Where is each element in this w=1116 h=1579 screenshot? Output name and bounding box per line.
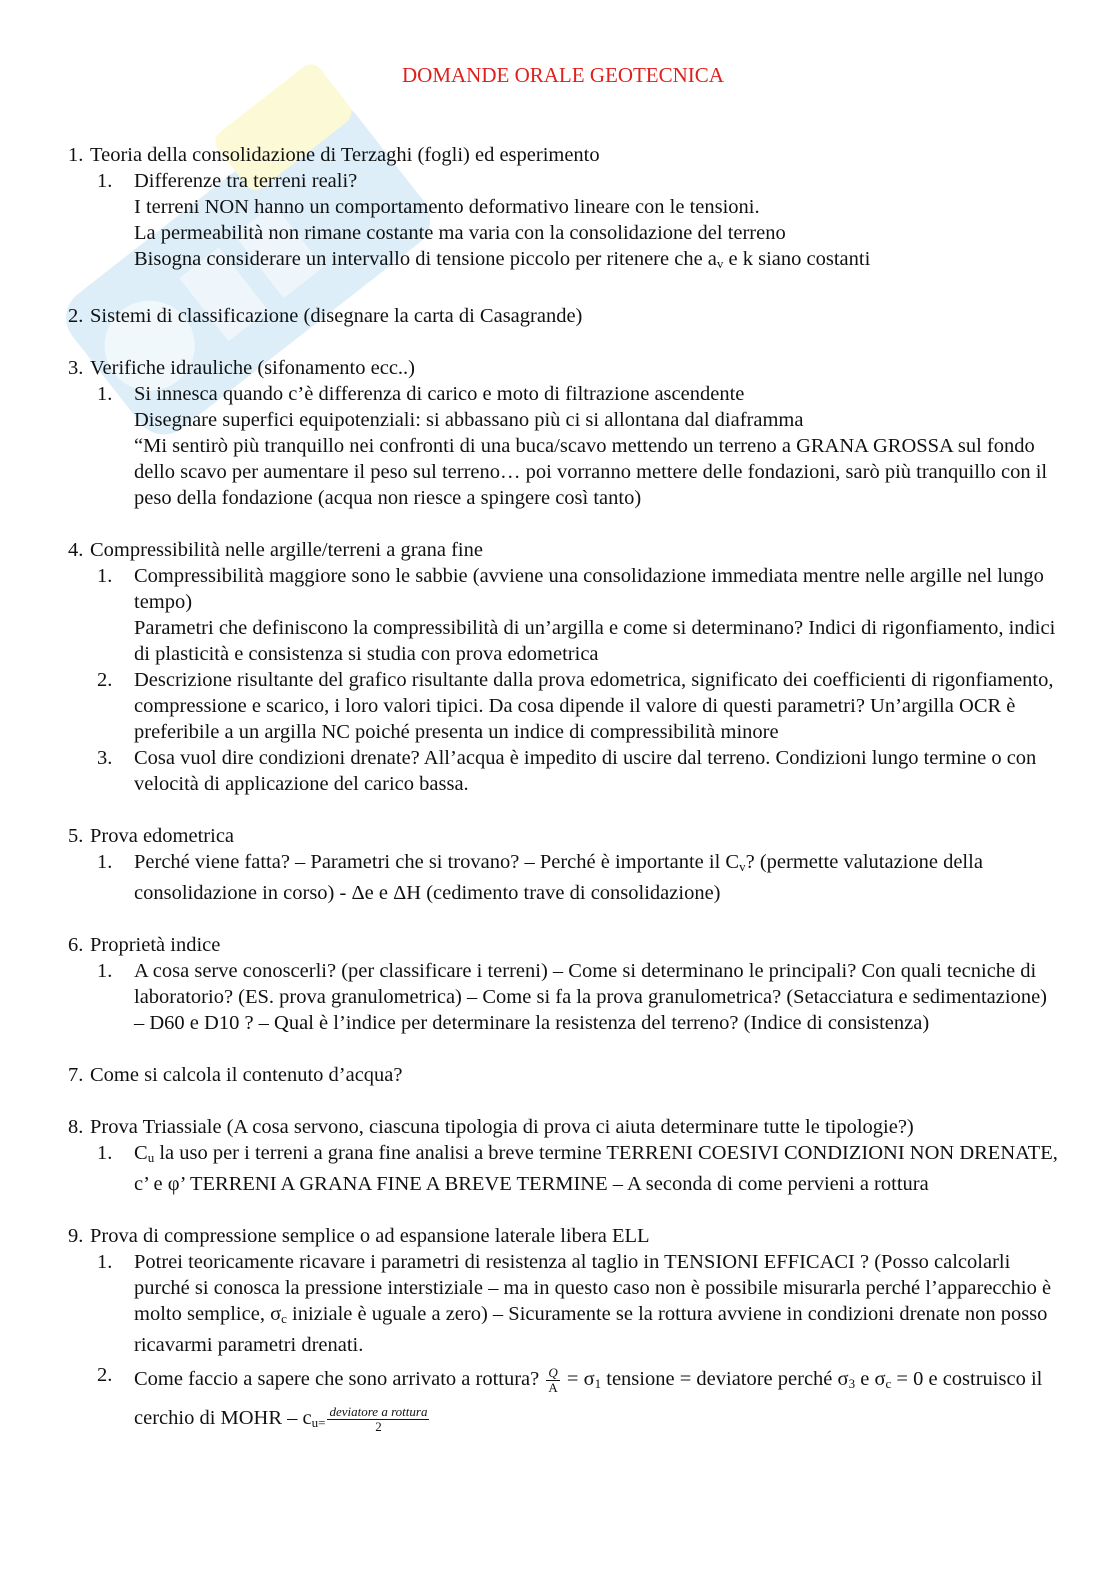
- question-9: [68, 1223, 1058, 1440]
- answer-line: La permeabilità non rimane costante ma varia con la consolidazione del terreno: [134, 222, 786, 244]
- document-title: DOMANDE ORALE GEOTECNICA: [402, 63, 724, 87]
- question-number: 6.: [68, 934, 84, 956]
- answer-line: Bisogna considerare un intervallo di tensione piccolo per ritenere che $a_v$ e k siano costanti: [134, 248, 871, 271]
- sub-question: [97, 381, 1058, 511]
- answer-line: Si innesca quando c’è differenza di carico e moto di filtrazione ascendente: [134, 383, 745, 405]
- question-7: [68, 1062, 1058, 1088]
- sub-question-number: 1.: [97, 170, 113, 192]
- sub-question-number: 1.: [97, 1142, 113, 1164]
- fraction-q-over-a: $\frac{Q}{A}$: [548, 1364, 558, 1395]
- sub-question-number: 1.: [97, 851, 113, 873]
- answer-line: Disegnare superfici equipotenziali: si abbassano più ci si allontana dal diaframma: [134, 409, 804, 431]
- sub-question: [97, 745, 1058, 797]
- question-number: 3.: [68, 357, 84, 379]
- question-8: [68, 1114, 1058, 1197]
- question-number: 1.: [68, 144, 84, 166]
- question-number: 2.: [68, 305, 84, 327]
- question-number: 8.: [68, 1116, 84, 1138]
- sub-question-number: 1.: [97, 1251, 113, 1273]
- answer-line: Come faccio a sapere che sono arrivato a rottura? $\frac{Q}{A}$ = $\sigma_1$ tensione = deviatore perché $\sigma_3$ e $\sigma_c = 0$ e costruisco il cerchio di MOHR – $c_{u=}$ $\frac{\text{deviatore a rottura}}{2}$: [134, 1364, 1043, 1434]
- answer-line: Differenze tra terreni reali?: [134, 170, 358, 192]
- question-3: [68, 355, 1058, 511]
- question-number: 5.: [68, 825, 84, 847]
- sub-question: [97, 667, 1058, 745]
- answer-line: Potrei teoricamente ricavare i parametri di resistenza al taglio in TENSIONI EFFICACI ? (Posso calcolarli purché si conosca la pressione interstiziale – ma in questo caso non è possibile misurarla perché l’apparecchio è molto semplice, $\sigma_c$ iniziale è uguale a zero) – Sicuramente se la rottura avviene in condizioni drenate non posso ricavarmi parametri drenati.: [134, 1251, 1052, 1356]
- answer-line: I terreni NON hanno un comportamento deformativo lineare con le tensioni.: [134, 196, 760, 218]
- answer-line: “Mi sentirò più tranquillo nei confronti di una buca/scavo mettendo un terreno a GRANA GROSSA sul fondo dello scavo per aumentare il peso sul terreno… poi vorranno mettere delle fondazioni, sarò più tranquillo con il peso della fondazione (acqua non riesce a spingere così tanto): [134, 435, 1048, 509]
- fraction-deviatore: $\frac{\text{deviatore a rottura}}{2}$: [329, 1403, 428, 1434]
- question-text: Compressibilità nelle argille/terreni a grana fine: [90, 539, 483, 561]
- answer-line: Compressibilità maggiore sono le sabbie (avviene una consolidazione immediata mentre nelle argille nel lungo tempo): [134, 565, 1044, 613]
- question-number: 7.: [68, 1064, 84, 1086]
- question-text: Teoria della consolidazione di Terzaghi (fogli) ed esperimento: [90, 144, 600, 166]
- answer-line: Perché viene fatta? – Parametri che si trovano? – Perché è importante il $C_v$? (permette valutazione della consolidazione in corso) - Δe e ΔH (cedimento trave di consolidazione): [134, 851, 983, 904]
- document-page: [68, 62, 1058, 1440]
- question-text: Proprietà indice: [90, 934, 221, 956]
- sub-question-number: 1.: [97, 960, 113, 982]
- sub-question: [97, 958, 1058, 1036]
- question-number: 4.: [68, 539, 84, 561]
- sub-question: [97, 849, 1058, 906]
- question-4: [68, 537, 1058, 797]
- sub-question-number: 2.: [97, 1364, 113, 1386]
- sub-question: [97, 1140, 1058, 1197]
- sub-question-number: 3.: [97, 747, 113, 769]
- sub-question-number: 2.: [97, 669, 113, 691]
- answer-line: Cosa vuol dire condizioni drenate? All’acqua è impedito di uscire dal terreno. Condizioni lungo termine o con velocità di applicazione del carico bassa.: [134, 747, 1037, 795]
- answer-line: $C_u$ la uso per i terreni a grana fine analisi a breve termine TERRENI COESIVI CONDIZIONI NON DRENATE, c’ e φ’ TERRENI A GRANA FINE A BREVE TERMINE – A seconda di come pervieni a rottura: [134, 1142, 1058, 1195]
- answer-line: A cosa serve conoscerli? (per classificare i terreni) – Come si determinano le principali? Con quali tecniche di laboratorio? (ES. prova granulometrica) – Come si fa la prova granulometrica? (Setacciatura e sedimentazione) – D60 e D10 ? – Qual è l’indice per determinare la resistenza del terreno? (Indice di consistenza): [134, 960, 1048, 1034]
- answer-line: Descrizione risultante del grafico risultante dalla prova edometrica, significato dei coefficienti di rigonfiamento, compressione e scarico, i loro valori tipici. Da cosa dipende il valore di questi parametri? Un’argilla OCR è preferibile a un argilla NC poiché presenta un indice di compressibilità minore: [134, 669, 1054, 743]
- question-1: [68, 142, 1058, 277]
- question-5: [68, 823, 1058, 906]
- sub-question: [97, 1249, 1058, 1358]
- question-text: Prova di compressione semplice o ad espansione laterale libera ELL: [90, 1225, 650, 1247]
- question-text: Prova Triassiale (A cosa servono, ciascuna tipologia di prova ci aiuta determinare tutte le tipologie?): [90, 1116, 914, 1138]
- question-text: Come si calcola il contenuto d’acqua?: [90, 1064, 403, 1086]
- answer-line: Parametri che definiscono la compressibilità di un’argilla e come si determinano? Indici di rigonfiamento, indici di plasticità e consistenza si studia con prova edometrica: [134, 617, 1056, 665]
- sub-question: [97, 1362, 1058, 1440]
- question-number: 9.: [68, 1225, 84, 1247]
- question-6: [68, 932, 1058, 1036]
- question-2: [68, 303, 1058, 329]
- question-text: Sistemi di classificazione (disegnare la carta di Casagrande): [90, 305, 583, 327]
- question-text: Prova edometrica: [90, 825, 235, 847]
- sub-question: [97, 168, 1058, 277]
- sub-question: [97, 563, 1058, 667]
- sub-question-number: 1.: [97, 383, 113, 405]
- question-text: Verifiche idrauliche (sifonamento ecc..): [90, 357, 415, 379]
- sub-question-number: 1.: [97, 565, 113, 587]
